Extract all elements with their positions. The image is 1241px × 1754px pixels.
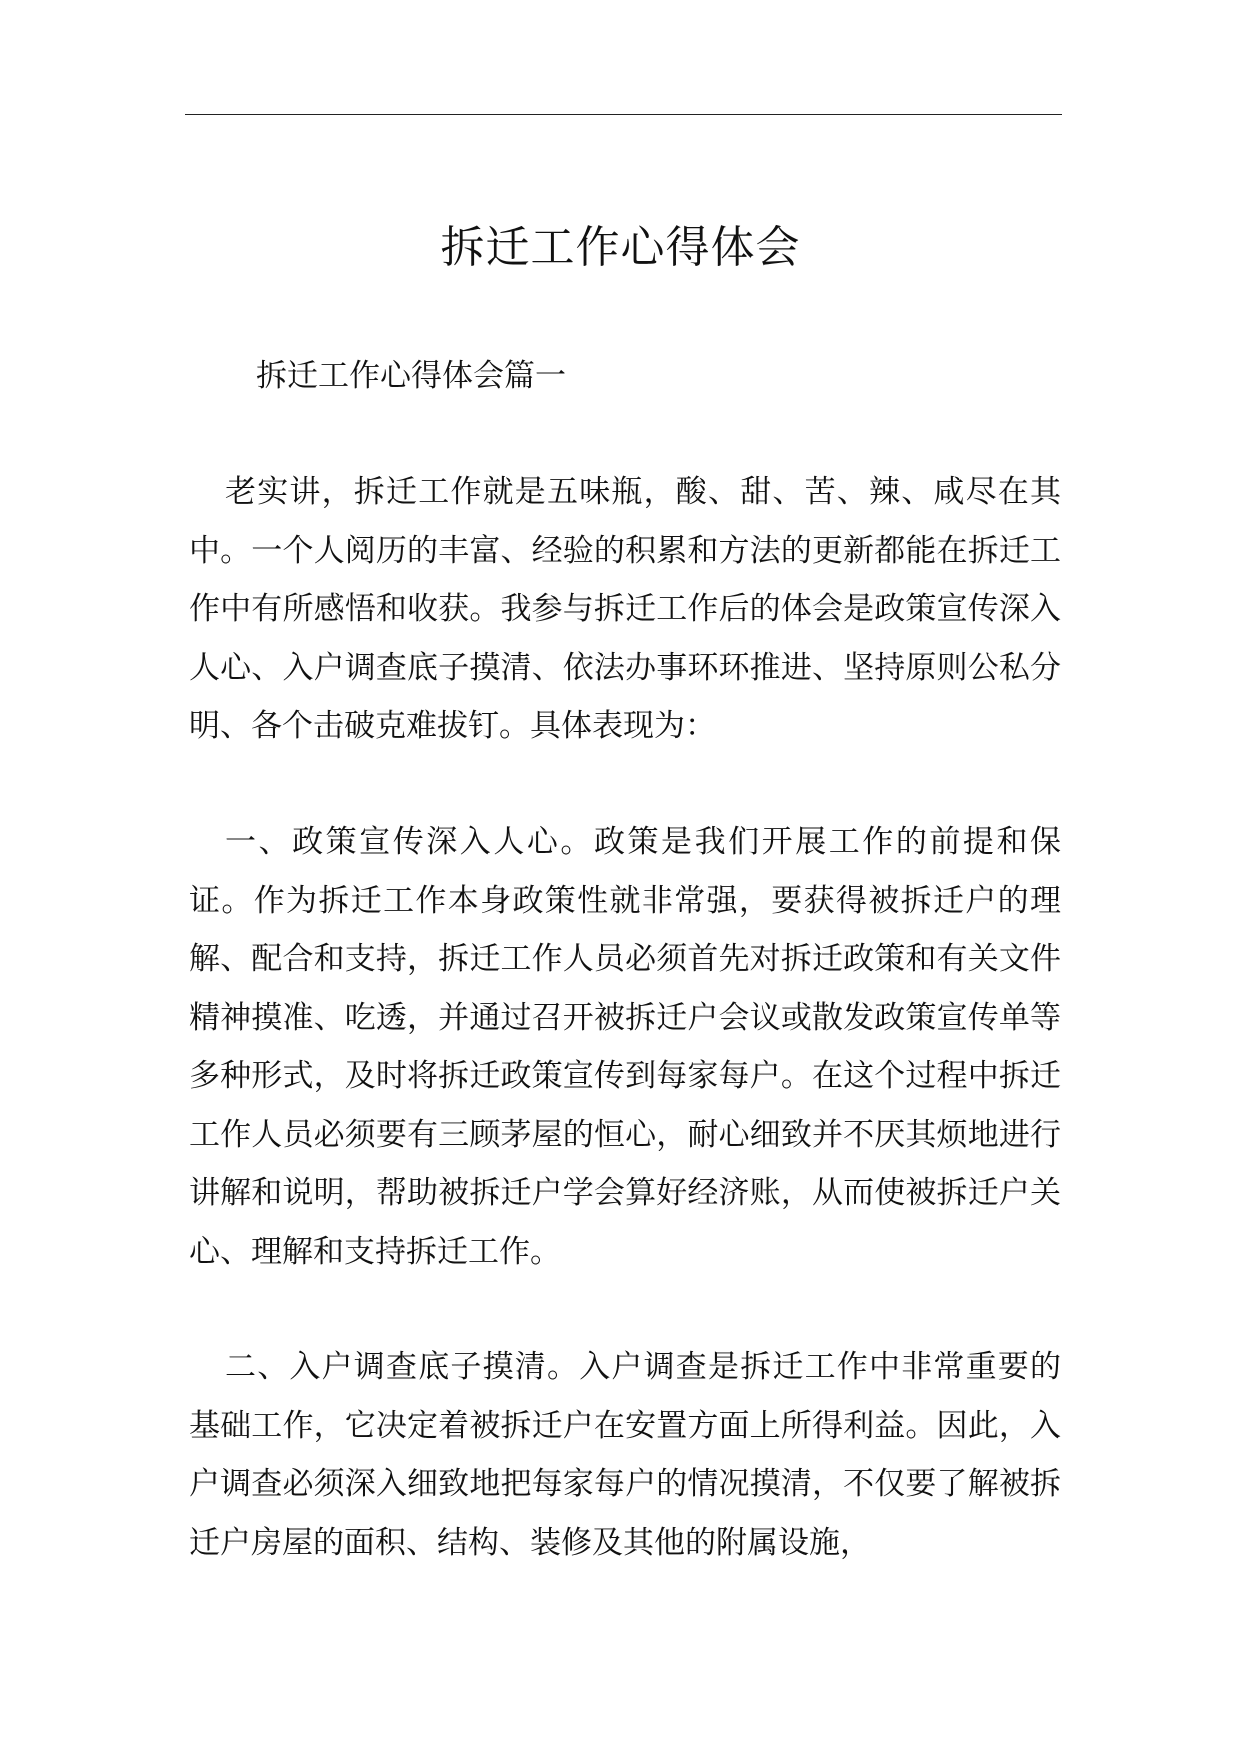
body-paragraph-survey: 二、入户调查底子摸清。入户调查是拆迁工作中非常重要的基础工作，它决定着被拆迁户在安置方面上所得利益。因此，入户调查必须深入细致地把每家每户的情况摸清，不仅要了解被拆迁户房屋的面积、结构、装修及其他的附属设施，	[189, 1349, 1061, 1561]
body-paragraph-policy: 一、政策宣传深入人心。政策是我们开展工作的前提和保证。作为拆迁工作本身政策性就非常强，要获得被拆迁户的理解、配合和支持，拆迁工作人员必须首先对拆迁政策和有关文件精神摸准、吃透，并通过召开被拆迁户会议或散发政策宣传单等多种形式，及时将拆迁政策宣传到每家每户。在这个过程中拆迁工作人员必须要有三顾茅屋的恒心，耐心细致并不厌其烦地进行讲解和说明，帮助被拆迁户学会算好经济账，从而使被拆迁户关心、理解和支持拆迁工作。	[189, 824, 1061, 1270]
section-heading: 拆迁工作心得体会篇一	[256, 358, 566, 394]
document-title: 拆迁工作心得体会	[440, 222, 801, 273]
body-paragraph-intro: 老实讲，拆迁工作就是五味瓶，酸、甜、苦、辣、咸尽在其中。一个人阅历的丰富、经验的积累和方法的更新都能在拆迁工作中有所感悟和收获。我参与拆迁工作后的体会是政策宣传深入人心、入户调查底子摸清、依法办事环环推进、坚持原则公私分明、各个击破克难拔钉。具体表现为：	[189, 474, 1061, 744]
header-rule	[185, 114, 1062, 115]
